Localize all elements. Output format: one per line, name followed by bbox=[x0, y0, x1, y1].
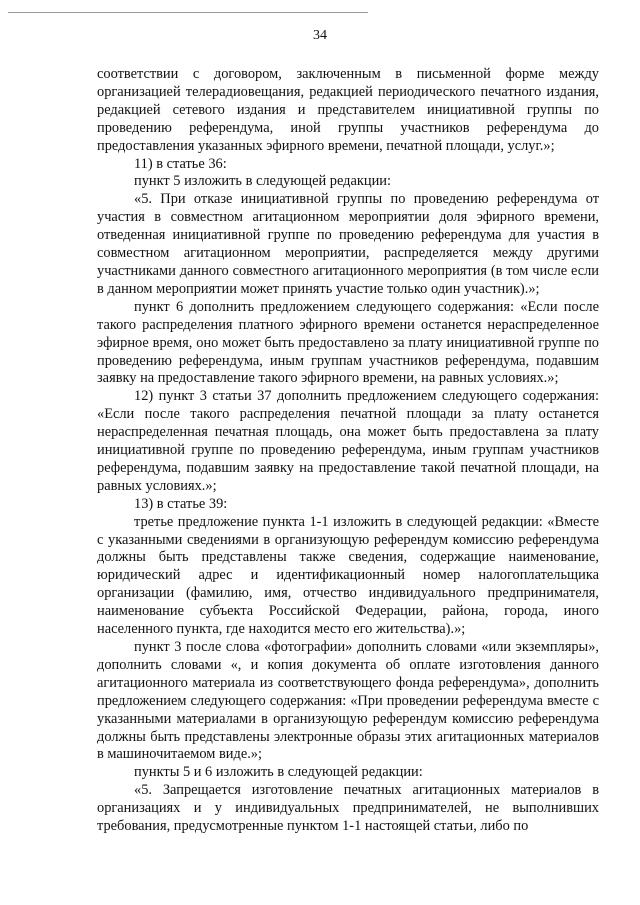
top-rule bbox=[8, 12, 368, 13]
paragraph: пункты 5 и 6 изложить в следующей редакции: bbox=[134, 764, 423, 781]
paragraph: пункт 5 изложить в следующей редакции: bbox=[134, 173, 391, 190]
paragraph: пункт 6 дополнить предложением следующего содержания: «Если после такого распределения платного эфирного времени останется нераспределенное эфирное время, оно может быть предоставлено за плату инициативной группе по проведению референдума, иным группам участников референдума, подавшим заявку на предоставление такого эфирного времени, на равных условиях.»; bbox=[97, 298, 599, 387]
page-number: 34 bbox=[313, 28, 327, 43]
paragraph: 13) в статье 39: bbox=[134, 495, 228, 512]
paragraph: третье предложение пункта 1-1 изложить в следующей редакции: «Вместе с указанными сведениями в организующую референдум комиссию референдума должны быть представлены также сведения, содержащие наименование, юридический адрес и идентификационный номер налогоплательщика организации (фамилию, имя, отчество индивидуального предпринимателя, наименование субъекта Российской Федерации, района, города, иного населенного пункта, где находится место его жительства).»; bbox=[97, 513, 599, 638]
paragraph: соответствии с договором, заключенным в письменной форме между организацией телерадиовещания, редакцией периодического печатного издания, редакцией сетевого издания и представителем инициативной группы по проведению референдума, иной группы участников референдума до предоставления указанных эфирного времени, печатной площади, услуг.»; bbox=[97, 66, 599, 154]
paragraph: «5. При отказе инициативной группы по проведению референдума от участия в совместном агитационном мероприятии доля эфирного времени, отведенная инициативной группе по проведению референдума для участия в совместном агитационном мероприятии, распределяется между другими участниками данного совместного агитационного мероприятия (в том числе если в данном мероприятии может принять участие только один участник).»; bbox=[97, 191, 599, 297]
paragraph: пункт 3 после слова «фотографии» дополнить словами «или экземпляры», дополнить словами «, и копия документа об оплате изготовления данного агитационного материала из соответствующего фонда референдума», дополнить предложением следующего содержания: «При проведении референдума вместе с указанными материалами в организующую референдум комиссию референдума должны быть представлены электронные образы этих агитационных материалов в машиночитаемом виде.»; bbox=[97, 639, 599, 763]
paragraph: 12) пункт 3 статьи 37 дополнить предложением следующего содержания: «Если после такого распределения печатной площади за плату останется нераспределенная печатная площадь, она может быть предоставлена за плату инициативной группе по проведению референдума, иным группам участников референдума, подавшим заявку на предоставление такой печатной площади, на равных условиях.»; bbox=[97, 388, 599, 494]
body-text bbox=[97, 66, 599, 836]
paragraph: «5. Запрещается изготовление печатных агитационных материалов в организациях и у индивидуальных предпринимателей, не выполнивших требования, предусмотренные пунктом 1-1 настоящей статьи, либо по bbox=[97, 782, 599, 835]
paragraph: 11) в статье 36: bbox=[134, 155, 227, 172]
